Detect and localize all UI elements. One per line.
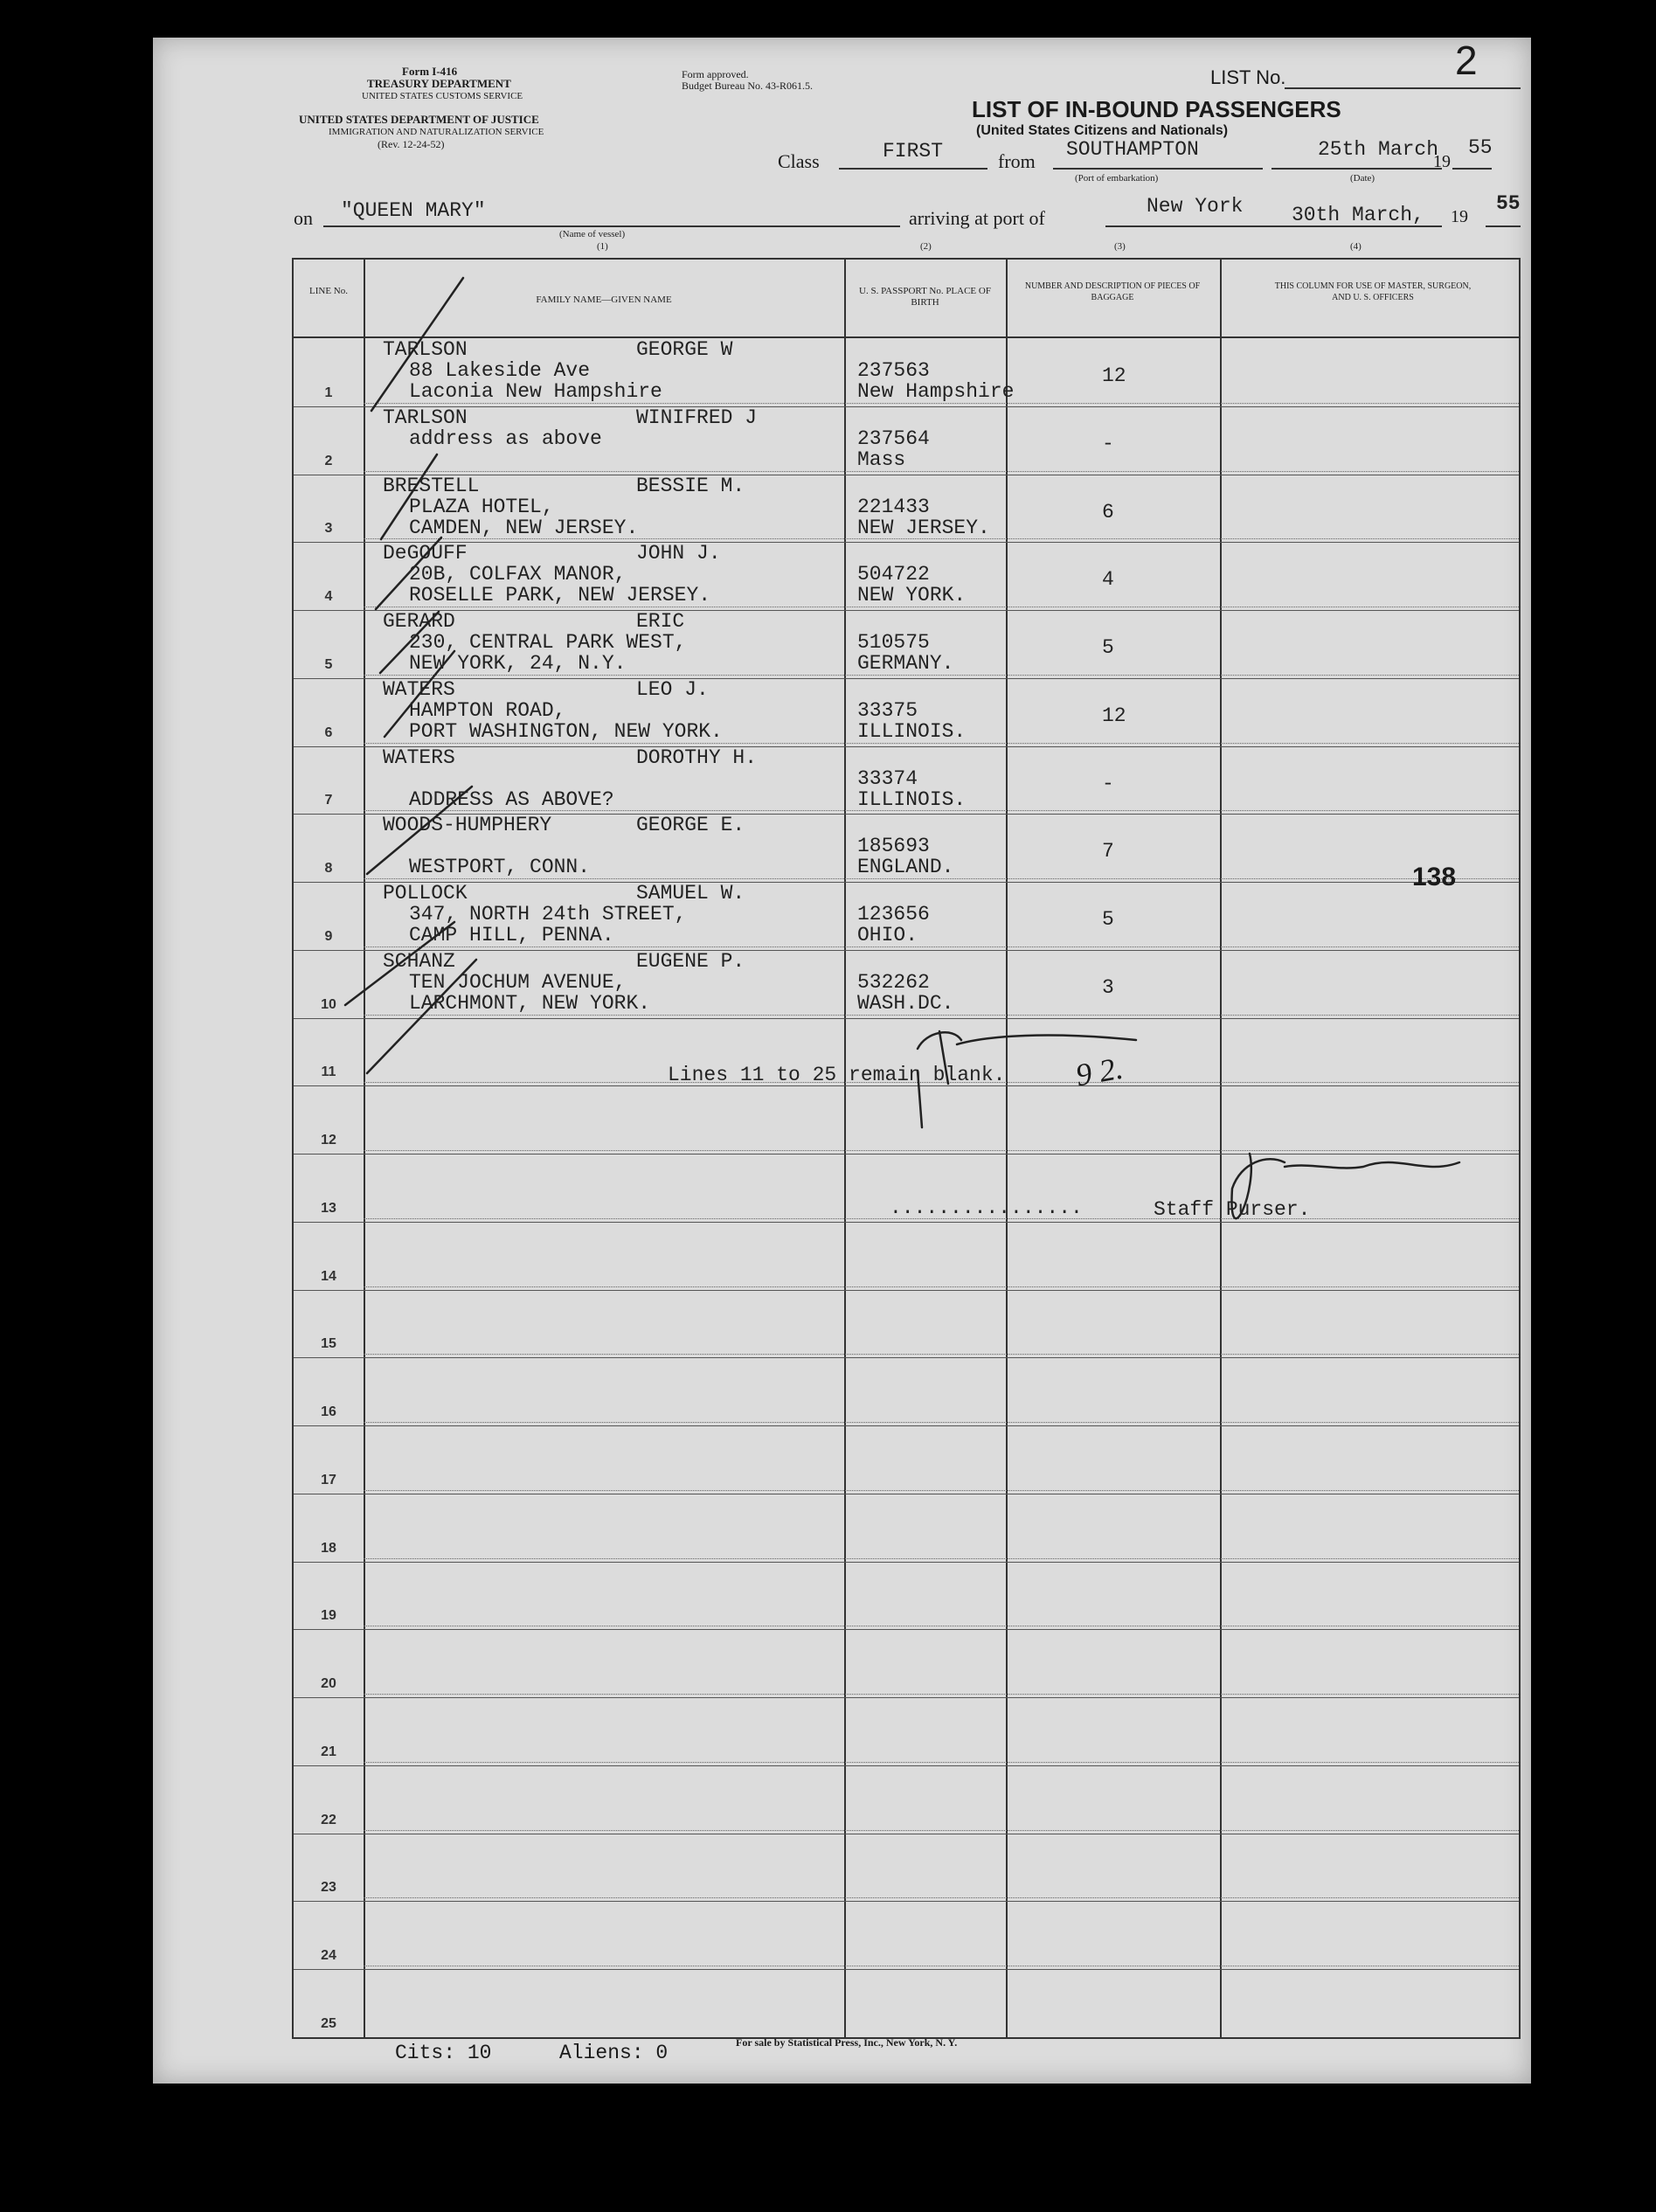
row-divider <box>294 950 1519 951</box>
passport-number: 185693 <box>857 835 930 858</box>
passport-number: 237564 <box>857 426 930 450</box>
line-number: 3 <box>324 521 333 537</box>
date-caption: (Date) <box>1350 173 1375 184</box>
passenger-address-line1: 88 Lakeside Ave <box>409 359 591 382</box>
passenger-address-line2: ROSELLE PARK, NEW JERSEY. <box>409 584 711 607</box>
passport-number: 221433 <box>857 495 930 518</box>
cits-count: Cits: 10 <box>395 2042 492 2064</box>
purser-dots: ................ <box>890 1196 1083 1219</box>
baggage-count: 3 <box>1102 975 1114 999</box>
row-divider <box>294 1357 1519 1358</box>
row-divider <box>294 1222 1519 1223</box>
row-dots <box>364 471 1519 472</box>
row-dots <box>364 1558 1519 1559</box>
header-divider <box>294 336 1519 338</box>
list-no-value: 2 <box>1455 38 1478 83</box>
passenger-surname: WOODS-HUMPHERY <box>383 814 552 837</box>
revision-label: (Rev. 12-24-52) <box>378 138 445 150</box>
baggage-count: 6 <box>1102 500 1114 524</box>
passenger-address-line2: PORT WASHINGTON, NEW YORK. <box>409 719 723 743</box>
from-value: SOUTHAMPTON <box>1066 138 1199 161</box>
passport-number: 510575 <box>857 631 930 655</box>
line-number: 6 <box>324 725 333 740</box>
passport-number: 532262 <box>857 970 930 994</box>
passenger-surname: BRESTELL <box>383 474 480 497</box>
publisher-note: For sale by Statistical Press, Inc., New York, N. Y. <box>736 2036 958 2049</box>
line-number: 11 <box>321 1064 336 1080</box>
col-num-2: (2) <box>920 241 932 252</box>
row-dots <box>364 1354 1519 1355</box>
baggage-count: 12 <box>1102 364 1126 387</box>
passenger-given-name: EUGENE P. <box>636 949 745 973</box>
vessel-name: "QUEEN MARY" <box>341 199 486 222</box>
passenger-address-line1: 347, NORTH 24th STREET, <box>409 903 687 926</box>
passenger-address-line1: address as above <box>409 426 602 450</box>
passenger-surname: TARLSON <box>383 406 468 429</box>
on-label: on <box>294 207 313 229</box>
place-of-birth: OHIO. <box>857 924 918 947</box>
place-of-birth: ENGLAND. <box>857 856 954 879</box>
passenger-address-line2: CAMP HILL, PENNA. <box>409 924 614 947</box>
departure-date: 25th March <box>1318 138 1439 161</box>
arriving-label: arriving at port of <box>909 207 1045 229</box>
row-divider <box>294 542 1519 543</box>
vessel-underline <box>323 225 900 227</box>
row-divider <box>294 1562 1519 1563</box>
class-label: Class <box>778 150 820 172</box>
line-number: 18 <box>321 1540 336 1556</box>
passenger-address-line1: 20B, COLFAX MANOR, <box>409 563 627 586</box>
class-value: FIRST <box>883 140 944 163</box>
arrival-nineteen: 19 <box>1451 207 1468 226</box>
line-number: 7 <box>324 793 333 808</box>
row-divider <box>294 1425 1519 1426</box>
list-no-underline <box>1285 87 1521 89</box>
officer-note: 138 <box>1412 863 1457 891</box>
passport-number: 33374 <box>857 766 918 790</box>
row-divider <box>294 1901 1519 1902</box>
passenger-surname: WATERS <box>383 745 455 769</box>
header-line-no: LINE No. <box>309 286 348 296</box>
handwritten-mark: 9 2. <box>1072 1050 1126 1093</box>
place-of-birth: WASH.DC. <box>857 991 954 1015</box>
line-number: 25 <box>321 2016 336 2031</box>
departure-year: 55 <box>1468 136 1493 159</box>
col-divider <box>364 260 365 2037</box>
passenger-address-line1: PLAZA HOTEL, <box>409 495 554 518</box>
passenger-given-name: GEORGE E. <box>636 814 745 837</box>
row-divider <box>294 406 1519 407</box>
line-number: 10 <box>321 996 336 1012</box>
place-of-birth: GERMANY. <box>857 652 954 676</box>
passenger-surname: WATERS <box>383 677 455 701</box>
line-number: 20 <box>321 1676 336 1692</box>
passenger-surname: TARLSON <box>383 338 468 361</box>
row-divider <box>294 1697 1519 1698</box>
header-passport: U. S. PASSPORT No. PLACE OF BIRTH <box>859 286 991 308</box>
from-label: from <box>998 150 1036 172</box>
passenger-address-line1: TEN JOCHUM AVENUE, <box>409 970 627 994</box>
passport-number: 504722 <box>857 563 930 586</box>
date-nineteen: 19 <box>1433 152 1451 171</box>
line-number: 22 <box>321 1812 336 1827</box>
passenger-given-name: WINIFRED J <box>636 406 758 429</box>
line-number: 23 <box>321 1880 336 1896</box>
ins-label: IMMIGRATION AND NATURALIZATION SERVICE <box>329 127 544 137</box>
col-num-1: (1) <box>597 241 608 252</box>
col-num-4: (4) <box>1350 241 1362 252</box>
row-dots <box>364 1762 1519 1763</box>
line-number: 13 <box>321 1200 336 1216</box>
baggage-count: 5 <box>1102 636 1114 660</box>
passenger-table <box>292 258 1521 2039</box>
passenger-address-line2: Laconia New Hampshire <box>409 380 662 403</box>
customs-label: UNITED STATES CUSTOMS SERVICE <box>362 91 523 101</box>
passenger-surname: SCHANZ <box>383 949 455 973</box>
arrival-date: 30th March, <box>1292 204 1424 226</box>
passenger-given-name: GEORGE W <box>636 338 733 361</box>
line-number: 12 <box>321 1133 336 1148</box>
passenger-given-name: DOROTHY H. <box>636 745 758 769</box>
col-divider <box>1220 260 1222 2037</box>
passenger-given-name: BESSIE M. <box>636 474 745 497</box>
line-number: 2 <box>324 453 333 468</box>
year-underline <box>1452 168 1492 170</box>
passenger-surname: POLLOCK <box>383 882 468 905</box>
row-divider <box>294 1629 1519 1630</box>
arrival-underline <box>1105 225 1442 227</box>
line-number: 17 <box>321 1472 336 1487</box>
row-dots <box>364 1422 1519 1423</box>
line-number: 16 <box>321 1404 336 1420</box>
place-of-birth: NEW YORK. <box>857 584 967 607</box>
passenger-address-line1: HAMPTON ROAD, <box>409 698 566 722</box>
row-divider <box>294 746 1519 747</box>
passenger-given-name: LEO J. <box>636 677 709 701</box>
vessel-caption: (Name of vessel) <box>559 229 626 239</box>
row-dots <box>364 1490 1519 1491</box>
passenger-surname: DeGOUFF <box>383 542 468 565</box>
line-number: 19 <box>321 1608 336 1624</box>
page-subtitle: (United States Citizens and Nationals) <box>976 123 1229 138</box>
line-number: 9 <box>324 928 333 944</box>
class-underline <box>839 168 987 170</box>
place-of-birth: New Hampshire <box>857 380 1015 403</box>
form-approved: Form approved. <box>682 68 749 80</box>
passenger-surname: GERARD <box>383 610 455 634</box>
row-divider <box>294 1290 1519 1291</box>
arrival-port: New York <box>1147 195 1244 218</box>
aliens-count: Aliens: 0 <box>559 2042 669 2064</box>
line-number: 21 <box>321 1744 336 1759</box>
row-divider <box>294 1765 1519 1766</box>
row-divider <box>294 1018 1519 1019</box>
passenger-address-line2: NEW YORK, 24, N.Y. <box>409 652 627 676</box>
treasury-label: TREASURY DEPARTMENT <box>367 77 511 90</box>
justice-label: UNITED STATES DEPARTMENT OF JUSTICE <box>299 113 539 126</box>
place-of-birth: ILLINOIS. <box>857 787 967 811</box>
from-underline <box>1053 168 1263 170</box>
baggage-count: - <box>1102 772 1114 795</box>
row-dots <box>364 1286 1519 1287</box>
page-title: LIST OF IN-BOUND PASSENGERS <box>972 96 1341 122</box>
place-of-birth: NEW JERSEY. <box>857 516 990 539</box>
baggage-count: 4 <box>1102 568 1114 592</box>
line-number: 1 <box>324 385 333 400</box>
passenger-address-line2: CAMDEN, NEW JERSEY. <box>409 516 639 539</box>
blank-note: Lines 11 to 25 remain blank. <box>668 1064 1006 1086</box>
line-number: 5 <box>324 656 333 672</box>
passenger-address-line2: WESTPORT, CONN. <box>409 856 591 879</box>
passenger-given-name: SAMUEL W. <box>636 882 745 905</box>
row-divider <box>294 1154 1519 1155</box>
baggage-count: - <box>1102 432 1114 455</box>
baggage-count: 7 <box>1102 840 1114 863</box>
row-divider <box>294 882 1519 883</box>
header-officers: THIS COLUMN FOR USE OF MASTER, SURGEON, AND U. S. OFFICERS <box>1274 281 1472 302</box>
passport-number: 237563 <box>857 359 930 382</box>
date-underline <box>1271 168 1442 170</box>
place-of-birth: Mass <box>857 447 906 471</box>
header-name: FAMILY NAME—GIVEN NAME <box>536 295 672 305</box>
passport-number: 33375 <box>857 698 918 722</box>
passport-number: 123656 <box>857 903 930 926</box>
row-dots <box>364 1830 1519 1831</box>
col-divider <box>844 260 846 2037</box>
row-divider <box>294 1969 1519 1970</box>
row-dots <box>364 1150 1519 1151</box>
line-number: 4 <box>324 589 333 605</box>
list-no-label: LIST No. <box>1210 66 1286 88</box>
port-caption: (Port of embarkation) <box>1075 173 1159 184</box>
passenger-given-name: JOHN J. <box>636 542 721 565</box>
row-divider <box>294 678 1519 679</box>
line-number: 15 <box>321 1336 336 1352</box>
line-number: 24 <box>321 1948 336 1964</box>
header-baggage: NUMBER AND DESCRIPTION OF PIECES OF BAGGAGE <box>1024 281 1201 302</box>
col-num-3: (3) <box>1114 241 1126 252</box>
budget-bureau: Budget Bureau No. 43-R061.5. <box>682 80 813 92</box>
purser-label: Staff Purser. <box>1154 1198 1311 1221</box>
baggage-count: 12 <box>1102 704 1126 727</box>
passenger-address-line1: 230, CENTRAL PARK WEST, <box>409 631 687 655</box>
col-divider <box>1006 260 1008 2037</box>
passenger-given-name: ERIC <box>636 610 685 634</box>
row-divider <box>294 610 1519 611</box>
arrival-year: 55 <box>1496 192 1521 215</box>
passenger-address-line2: ADDRESS AS ABOVE? <box>409 787 614 811</box>
line-number: 8 <box>324 861 333 877</box>
arrival-year-underline <box>1486 225 1521 227</box>
baggage-count: 5 <box>1102 908 1114 932</box>
row-dots <box>364 1897 1519 1898</box>
row-dots <box>364 1694 1519 1695</box>
line-number: 14 <box>321 1268 336 1284</box>
passenger-address-line2: LARCHMONT, NEW YORK. <box>409 991 651 1015</box>
form-number: Form I-416 <box>402 65 458 78</box>
place-of-birth: ILLINOIS. <box>857 719 967 743</box>
